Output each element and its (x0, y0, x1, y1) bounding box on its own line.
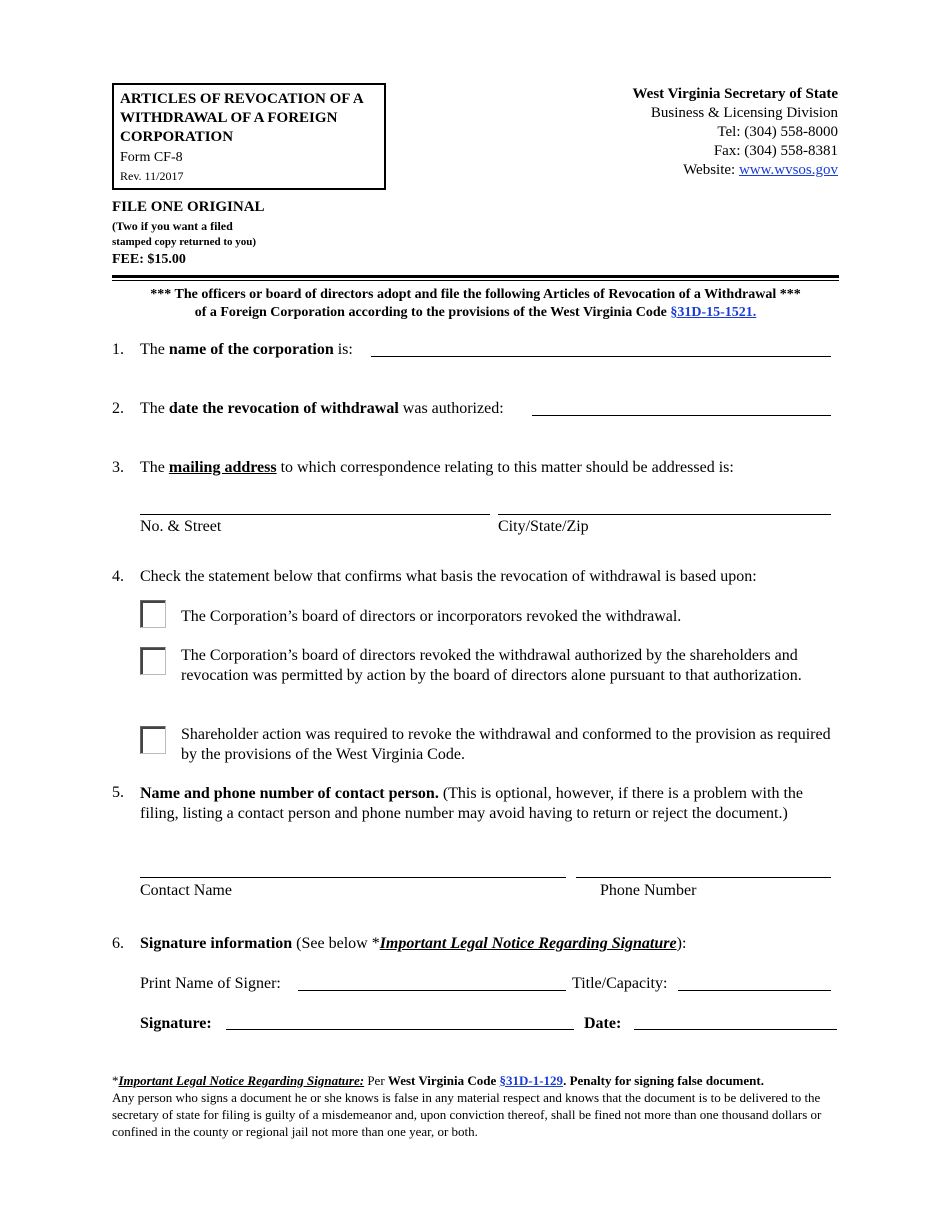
code-link[interactable]: §31D-15-1521. (670, 305, 757, 320)
signature-field[interactable] (226, 1029, 574, 1030)
item-6-label: Signature information (See below *Important Legal Notice Regarding Signature): (140, 935, 687, 952)
item-5-label: Name and phone number of contact person. (This is optional, however, if there is a problem with the filing, listing a contact person and phone number may avoid having to return or reject the document.) (140, 785, 803, 822)
phone-label: Phone Number (600, 882, 697, 899)
website (632, 161, 838, 180)
office-name: West Virginia Secretary of State (632, 86, 838, 102)
item-number: 6. (112, 935, 124, 952)
option-2-text: The Corporation’s board of directors revoked the withdrawal authorized by the shareholders and revocation was permitted by action by the board of directors alone pursuant to that authorization. (181, 647, 802, 684)
intro-line: *** The officers or board of directors adopt and file the following Articles of Revocation of a Withdrawal *** (150, 287, 801, 302)
copies-note: (Two if you want a filed (112, 219, 233, 233)
city-label: City/State/Zip (498, 518, 589, 535)
website-link[interactable]: www.wvsos.gov (738, 162, 838, 178)
form-title-line: ARTICLES OF REVOCATION OF A (120, 91, 364, 107)
title-capacity-field[interactable] (678, 990, 831, 991)
item-4-label: Check the statement below that confirms what basis the revocation of withdrawal is based upon: (140, 568, 757, 585)
form-title-box (112, 83, 386, 190)
file-one-original: FILE ONE ORIGINAL (112, 199, 265, 215)
contact-name-field[interactable] (140, 877, 566, 878)
item-3-label: The mailing address to which correspondence relating to this matter should be addressed is: (140, 459, 734, 476)
print-name-field[interactable] (298, 990, 566, 991)
divider (112, 280, 839, 281)
website-label: Website: (683, 162, 739, 178)
city-state-zip-field[interactable] (498, 514, 831, 515)
item-1-label: The name of the corporation is: (140, 341, 353, 358)
item-number: 1. (112, 341, 124, 358)
phone-number-field[interactable] (576, 877, 831, 878)
legal-notice-body: Any person who signs a document he or she knows is false in any material respect and knows that the document is to be delivered to the secretary of state for filing is guilty of a misdemeanor and, upon conviction thereof, shall be fined not more than one thousand dollars or confined in the county or regional jail not more than one year, or both. (112, 1090, 822, 1139)
legal-notice-heading: *Important Legal Notice Regarding Signature: Per West Virginia Code §31D-1-129. Penalty for signing false document. (112, 1073, 764, 1088)
item-number: 4. (112, 568, 124, 585)
item-2-label: The date the revocation of withdrawal was authorized: (140, 400, 504, 417)
date-field[interactable] (634, 1029, 837, 1030)
legal-notice (112, 1072, 842, 1140)
contact-name-label: Contact Name (140, 882, 232, 899)
option-1-text: The Corporation’s board of directors or incorporators revoked the withdrawal. (181, 608, 682, 625)
code-link[interactable]: §31D-1-129 (499, 1073, 564, 1088)
telephone: Tel: (304) 558-8000 (717, 124, 838, 140)
option-1-checkbox[interactable] (140, 600, 166, 628)
fax: Fax: (304) 558-8381 (713, 143, 838, 159)
copies-note: stamped copy returned to you) (112, 236, 257, 248)
title-capacity-label: Title/Capacity: (572, 975, 668, 992)
revision-date: Rev. 11/2017 (120, 169, 184, 183)
office-info (632, 85, 838, 180)
signature-label: Signature: (140, 1015, 212, 1032)
fee: FEE: $15.00 (112, 252, 186, 267)
intro-line (112, 304, 839, 322)
form-title-line: CORPORATION (120, 129, 234, 145)
date-label: Date: (584, 1015, 622, 1032)
form-number: Form CF-8 (120, 150, 183, 165)
option-3-checkbox[interactable] (140, 726, 166, 754)
option-3-text: Shareholder action was required to revoke the withdrawal and conformed to the provision as required by the provisions of the West Virginia Code. (181, 726, 831, 763)
item-number: 3. (112, 459, 124, 476)
item-number: 5. (112, 784, 124, 801)
street-field[interactable] (140, 514, 490, 515)
print-name-label: Print Name of Signer: (140, 975, 281, 992)
street-label: No. & Street (140, 518, 222, 535)
division: Business & Licensing Division (650, 105, 838, 121)
form-title-line: WITHDRAWAL OF A FOREIGN (120, 110, 338, 126)
intro-text: of a Foreign Corporation according to the provisions of the West Virginia Code (194, 305, 671, 320)
divider (112, 275, 839, 278)
revocation-date-field[interactable] (532, 415, 831, 416)
item-number: 2. (112, 400, 124, 417)
option-2-checkbox[interactable] (140, 647, 166, 675)
corporation-name-field[interactable] (371, 356, 831, 357)
